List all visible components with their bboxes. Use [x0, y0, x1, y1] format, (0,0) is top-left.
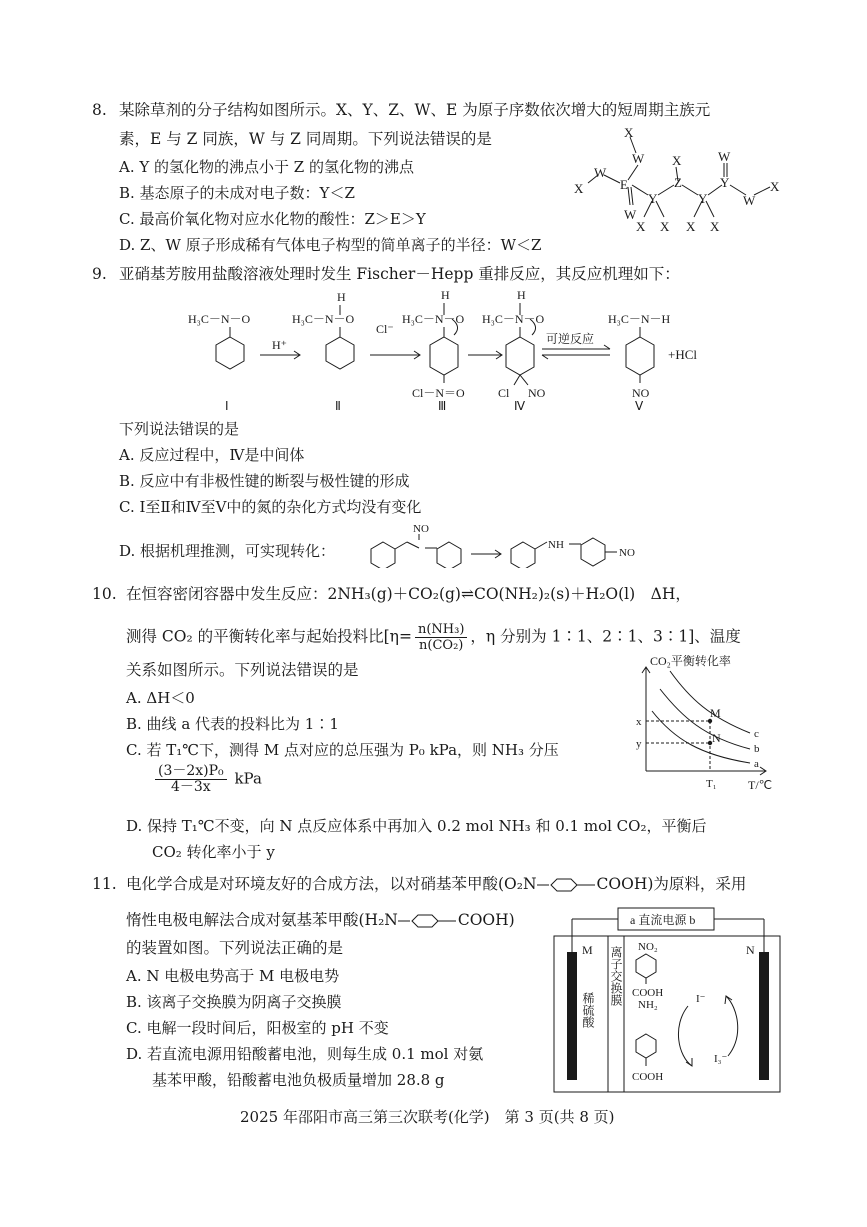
- q9-iv-formula: H₃C－N－O: [482, 312, 545, 326]
- q8-atom-y: Y: [698, 191, 708, 206]
- q10-graph-x-tick-t1: T₁: [706, 778, 717, 790]
- q9-arrow-h-plus: H⁺: [272, 338, 287, 352]
- q9-option-b: B. 反应中有非极性键的断裂与极性键的形成: [119, 472, 410, 490]
- q9-stem: 亚硝基芳胺用盐酸溶液处理时发生 Fischer－Hepp 重排反应，其反应机理如下：: [119, 265, 680, 283]
- q8-molecule-structure: [568, 125, 788, 237]
- q11-electrolysis-apparatus: [552, 906, 782, 1094]
- q10-graph-curve-label-b: b: [754, 743, 760, 755]
- q9-ii-formula: H₃C－N－O: [292, 312, 355, 326]
- q11-electrode-m: [567, 952, 577, 1080]
- q11-cooh-label-top: COOH: [632, 987, 664, 999]
- q10-stem-line2-b: ，η 分别为 1∶1、2∶1、3∶1]、温度: [470, 627, 741, 646]
- q11-option-b: B. 该离子交换膜为阴离子交换膜: [126, 993, 342, 1011]
- q11-label-n: N: [746, 943, 755, 957]
- q9-label-i: Ⅰ: [225, 399, 229, 413]
- q10-conversion-graph: [630, 655, 790, 795]
- q10-stem-line3: 关系如图所示。下列说法错误的是: [126, 661, 359, 679]
- q9-arrow-reversible-label: 可逆反应: [546, 332, 595, 346]
- q10-graph-point-n: N: [712, 731, 721, 745]
- q9-label-v: Ⅴ: [635, 399, 644, 413]
- q10-graph-y-tick-x: x: [636, 716, 642, 728]
- q11-benzene-ring-icon: [398, 913, 458, 929]
- q10-stem-line2: [126, 622, 741, 653]
- q8-number: 8.: [92, 101, 107, 119]
- q11-stem-line3: 的装置如图。下列说法正确的是: [126, 939, 344, 957]
- q10-option-c-unit: kPa: [234, 769, 262, 788]
- q8-atom-x: X: [686, 219, 696, 234]
- q9-label-iv: Ⅳ: [514, 399, 526, 413]
- q8-atom-x: X: [672, 153, 682, 168]
- q8-atom-e: E: [620, 177, 628, 192]
- q8-option-b: B. 基态原子的未成对电子数：Y＜Z: [119, 184, 355, 202]
- q10-graph-y-tick-y: y: [636, 738, 642, 750]
- q10-graph-xlabel: T/℃: [748, 778, 773, 792]
- q10-option-c-denominator: 4－3x: [170, 779, 211, 795]
- q8-atom-x: X: [574, 181, 584, 196]
- q8-option-a: A. Y 的氢化物的沸点小于 Z 的氢化物的沸点: [119, 158, 414, 176]
- q10-eta-denominator: n(CO₂): [419, 638, 464, 653]
- q8-atom-y: Y: [720, 175, 730, 190]
- q8-option-c: C. 最高价氧化物对应水化物的酸性：Z＞E＞Y: [119, 210, 426, 228]
- q9-label-ii: Ⅱ: [335, 399, 341, 413]
- q10-option-a: A. ΔH＜0: [126, 689, 195, 707]
- q9-d-product-no: NO: [619, 547, 635, 559]
- q8-atom-w: W: [718, 149, 731, 164]
- q9-iv-cl: Cl: [498, 386, 510, 400]
- q10-option-c: C. 若 T₁℃下，测得 M 点对应的总压强为 P₀ kPa，则 NH₃ 分压: [126, 741, 559, 759]
- q8-stem-line2: 素，E 与 Z 同族，W 与 Z 同周期。下列说法错误的是: [119, 130, 492, 148]
- q10-curve-a: [652, 711, 750, 763]
- q10-number: 10.: [92, 585, 117, 603]
- q10-option-c-fraction: [155, 764, 227, 795]
- q10-stem-line1: 在恒容密闭容器中发生反应：2NH₃(g)＋CO₂(g)⇌CO(NH₂)₂(s)＋H₂O(l) ΔH，: [126, 585, 691, 603]
- q8-atom-w: W: [624, 207, 637, 222]
- q8-atom-w: W: [743, 193, 756, 208]
- q11-nh2-label: NH₂: [638, 999, 658, 1011]
- q11-stem-line1: [126, 873, 746, 895]
- q10-curve-b: [660, 689, 750, 749]
- q10-option-c-expression: [152, 764, 262, 795]
- q9-d-reactant-no: NO: [413, 523, 429, 535]
- q11-benzene-ring-icon: [537, 877, 597, 893]
- q8-atom-w: W: [594, 165, 607, 180]
- q11-no2-label: NO₂: [638, 941, 658, 953]
- q8-stem-line1: 某除草剂的分子结构如图所示。X、Y、Z、W、E 为原子序数依次增大的短周期主族元: [119, 101, 711, 119]
- q9-i-formula: H₃C－N－O: [188, 312, 251, 326]
- q10-eta-fraction: [415, 622, 467, 653]
- page-footer: 2025 年邵阳市高三第三次联考(化学) 第 3 页(共 8 页): [240, 1108, 615, 1126]
- q11-triiodide-label: I₃⁻: [714, 1053, 728, 1065]
- q9-reaction-scheme: [180, 285, 720, 413]
- q11-iodide-label: I⁻: [696, 993, 706, 1005]
- q11-power-supply-label: a 直流电源 b: [630, 913, 696, 927]
- q11-label-m: M: [582, 943, 593, 957]
- q11-stem-line1-a: 电化学合成是对环境友好的合成方法，以对硝基苯甲酸(O₂N: [126, 875, 537, 893]
- q8-atom-z: Z: [674, 175, 682, 190]
- q9-number: 9.: [92, 265, 107, 283]
- q10-stem-line2-a: 测得 CO₂ 的平衡转化率与起始投料比[η=: [126, 627, 412, 646]
- q11-electrode-n: [759, 952, 769, 1080]
- q10-graph-ylabel: CO₂平衡转化率: [650, 655, 731, 668]
- q11-option-d: D. 若直流电源用铅酸蓄电池，则每生成 0.1 mol 对氨: [126, 1045, 484, 1063]
- q8-atom-x: X: [636, 219, 646, 234]
- q9-iii-formula: H₃C－N－O: [402, 312, 465, 326]
- q11-stem-line2-a: 惰性电极电解法合成对氨基苯甲酸(H₂N: [126, 911, 398, 929]
- q9-option-d-transformation: [365, 520, 665, 568]
- q8-atom-w: W: [632, 151, 645, 166]
- q9-ii-cl-minus: Cl⁻: [376, 322, 394, 336]
- q8-atom-x: X: [710, 219, 720, 234]
- q9-iii-h: H: [441, 288, 450, 302]
- q9-v-formula: H₃C－N－H: [608, 312, 671, 326]
- q11-membrane-label: 离子交换膜: [609, 946, 623, 1006]
- q10-option-b: B. 曲线 a 代表的投料比为 1∶1: [126, 715, 339, 733]
- q11-number: 11.: [92, 875, 117, 893]
- q9-option-d: D. 根据机理推测，可实现转化：: [119, 542, 336, 560]
- q9-option-a: A. 反应过程中，Ⅳ是中间体: [119, 446, 305, 464]
- q11-acid-label: 稀硫酸: [581, 992, 595, 1028]
- q8-atom-x: X: [660, 219, 670, 234]
- q11-stem-line1-b: COOH)为原料，采用: [596, 875, 747, 893]
- q9-hcl: +HCl: [668, 347, 698, 362]
- q10-graph-curve-label-a: a: [754, 758, 759, 770]
- q10-option-d: D. 保持 T₁℃不变，向 N 点反应体系中再加入 0.2 mol NH₃ 和 0.1 mol CO₂，平衡后: [126, 817, 707, 835]
- q10-option-c-numerator: (3－2x)P₀: [155, 764, 227, 780]
- q9-v-no: NO: [632, 386, 650, 400]
- q11-option-a: A. N 电极电势高于 M 电极电势: [126, 967, 340, 985]
- q9-option-c: C. Ⅰ至Ⅱ和Ⅳ至Ⅴ中的氮的杂化方式均没有变化: [119, 498, 422, 516]
- q9-iii-cl-no: Cl－N＝O: [412, 386, 465, 400]
- q8-atom-x: X: [770, 179, 780, 194]
- q10-eta-numerator: n(NH₃): [415, 622, 467, 638]
- q10-graph-curve-label-c: c: [754, 728, 759, 740]
- q8-option-d: D. Z、W 原子形成稀有气体电子构型的简单离子的半径：W＜Z: [119, 236, 542, 254]
- q11-stem-line2-b: COOH): [457, 911, 515, 929]
- q9-label-iii: Ⅲ: [438, 399, 447, 413]
- q10-option-d-line2: CO₂ 转化率小于 y: [152, 843, 275, 861]
- q11-option-d-line2: 基苯甲酸，铅酸蓄电池负极质量增加 28.8 g: [152, 1071, 445, 1089]
- q8-atom-x: X: [624, 125, 634, 140]
- q11-stem-line2: [126, 909, 515, 931]
- q11-cooh-label-bottom: COOH: [632, 1071, 664, 1083]
- q11-option-c: C. 电解一段时间后，阳极室的 pH 不变: [126, 1019, 389, 1037]
- q10-graph-point-m: M: [710, 706, 721, 720]
- q8-atom-y: Y: [648, 191, 658, 206]
- q9-prompt: 下列说法错误的是: [119, 420, 240, 438]
- q9-iv-no: NO: [528, 386, 546, 400]
- q9-ii-h: H: [337, 290, 346, 304]
- q9-d-product-nh: NH: [548, 539, 564, 551]
- q9-iv-h: H: [517, 288, 526, 302]
